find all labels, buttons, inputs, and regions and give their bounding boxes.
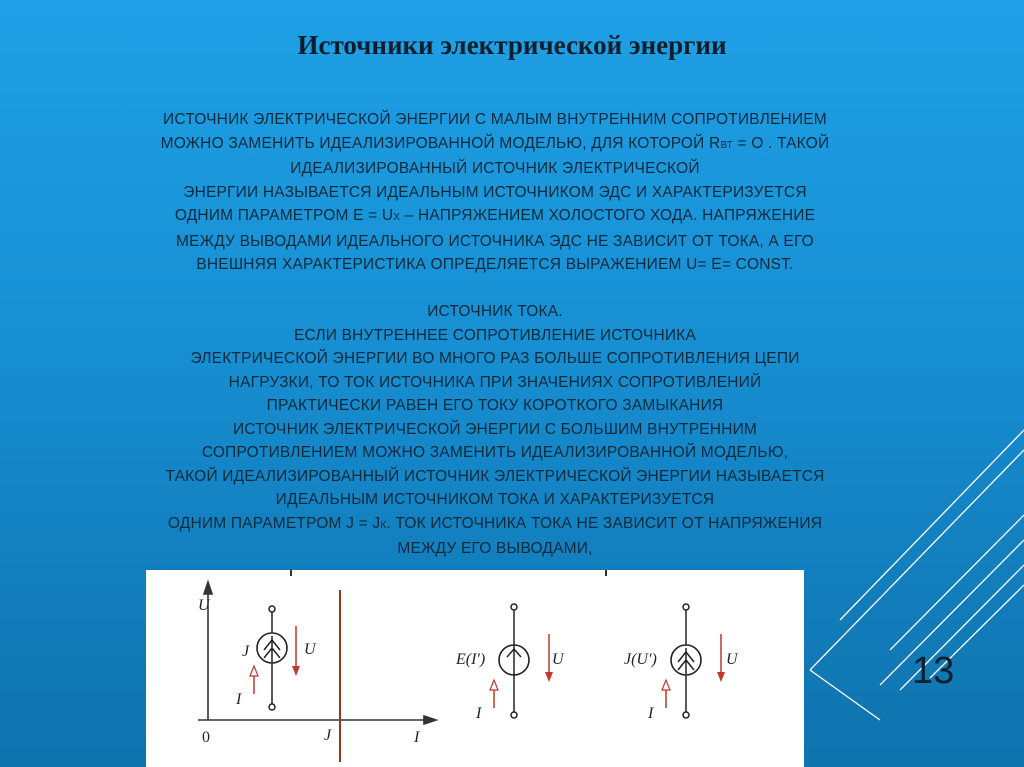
para1-line6: МЕЖДУ ВЫВОДАМИ ИДЕАЛЬНОГО ИСТОЧНИКА ЭДС НЕ ЗАВИСИТ ОТ ТОКА, А ЕГО	[176, 232, 814, 250]
para1-line4: ЭНЕРГИИ НАЗЫВАЕТСЯ ИДЕАЛЬНЫМ ИСТОЧНИКОМ ЭДС И ХАРАКТЕРИЗУЕТСЯ	[183, 183, 807, 201]
para2-line9: ИДЕАЛЬНЫМ ИСТОЧНИКОМ ТОКА И ХАРАКТЕРИЗУЕТСЯ	[275, 491, 715, 508]
para1-line2: МОЖНО ЗАМЕНИТЬ ИДЕАЛИЗИРОВАННОЙ МОДЕЛЬЮ, ДЛЯ КОТОРОЙ RВТ = O . ТАКОЙ	[160, 134, 830, 152]
para2-line6: ИСТОЧНИК ЭЛЕКТРИЧЕСКОЙ ЭНЕРГИИ С БОЛЬШИМ ВНУТРЕННИМ	[232, 420, 758, 438]
para2-line8: ТАКОЙ ИДЕАЛИЗИРОВАННЫЙ ИСТОЧНИК ЭЛЕКТРИЧЕСКОЙ ЭНЕРГИИ НАЗЫВАЕТСЯ	[165, 467, 825, 485]
para2-line3: ЭЛЕКТРИЧЕСКОЙ ЭНЕРГИИ ВО МНОГО РАЗ БОЛЬШЕ СОПРОТИВЛЕНИЯ ЦЕПИ	[190, 350, 800, 367]
source1-voltage-label: U	[304, 641, 316, 658]
para1-line1: ИСТОЧНИК ЭЛЕКТРИЧЕСКОЙ ЭНЕРГИИ С МАЛЫМ ВНУТРЕННИМ СОПРОТИВЛЕНИЕМ	[163, 111, 827, 128]
source1-label: J	[242, 643, 250, 660]
source1-current-label: I	[236, 691, 242, 708]
source3-current-label: I	[648, 705, 654, 722]
graph-axes	[198, 582, 436, 724]
circuit-figure	[146, 570, 804, 767]
graph-x-axis-label: I	[414, 729, 420, 746]
graph-origin-label: 0	[202, 729, 210, 746]
para1-line7: ВНЕШНЯЯ ХАРАКТЕРИСТИКА ОПРЕДЕЛЯЕТСЯ ВЫРАЖЕНИЕМ U= E= CONST.	[196, 256, 794, 273]
para2-line7: СОПРОТИВЛЕНИЕМ МОЖНО ЗАМЕНИТЬ ИДЕАЛИЗИРОВАННОЙ МОДЕЛЬЮ,	[201, 444, 789, 461]
voltage-source-2	[490, 604, 553, 718]
para2-line10: ОДНИМ ПАРАМЕТРОМ J = JК. ТОК ИСТОЧНИКА ТОКА НЕ ЗАВИСИТ ОТ НАПРЯЖЕНИЯ	[167, 514, 823, 532]
graph-y-axis-label: U	[198, 597, 210, 614]
source2-voltage-label: U	[552, 651, 564, 668]
slide-title: Источники электрической энергии	[297, 30, 727, 60]
para2-line5: ПРАКТИЧЕСКИ РАВЕН ЕГО ТОКУ КОРОТКОГО ЗАМЫКАНИЯ	[266, 397, 724, 414]
para2-line11: МЕЖДУ ЕГО ВЫВОДАМИ,	[397, 540, 593, 557]
para1-line3: ИДЕАЛИЗИРОВАННЫЙ ИСТОЧНИК ЭЛЕКТРИЧЕСКОЙ	[290, 160, 700, 177]
source3-voltage-label: U	[726, 651, 738, 668]
graph-x-mark-label: J	[324, 727, 332, 744]
para2-line4: НАГРУЗКИ, ТО ТОК ИСТОЧНИКА ПРИ ЗНАЧЕНИЯХ СОПРОТИВЛЕНИЙ	[228, 373, 762, 391]
source3-label: J(U′)	[624, 651, 657, 668]
source2-label: E(I′)	[456, 651, 486, 668]
page-number: 13	[912, 650, 955, 692]
source2-current-label: I	[476, 705, 482, 722]
para1-line5: ОДНИМ ПАРАМЕТРОМ E = UX – НАПРЯЖЕНИЕМ ХОЛОСТОГО ХОДА. НАПРЯЖЕНИЕ	[174, 207, 816, 224]
current-source-1	[250, 606, 300, 710]
decorative-lines	[780, 420, 1024, 767]
current-source-3	[662, 604, 725, 718]
para2-line2: ЕСЛИ ВНУТРЕННЕЕ СОПРОТИВЛЕНИЕ ИСТОЧНИКА	[293, 326, 697, 344]
para2-line1: ИСТОЧНИК ТОКА.	[427, 303, 563, 320]
